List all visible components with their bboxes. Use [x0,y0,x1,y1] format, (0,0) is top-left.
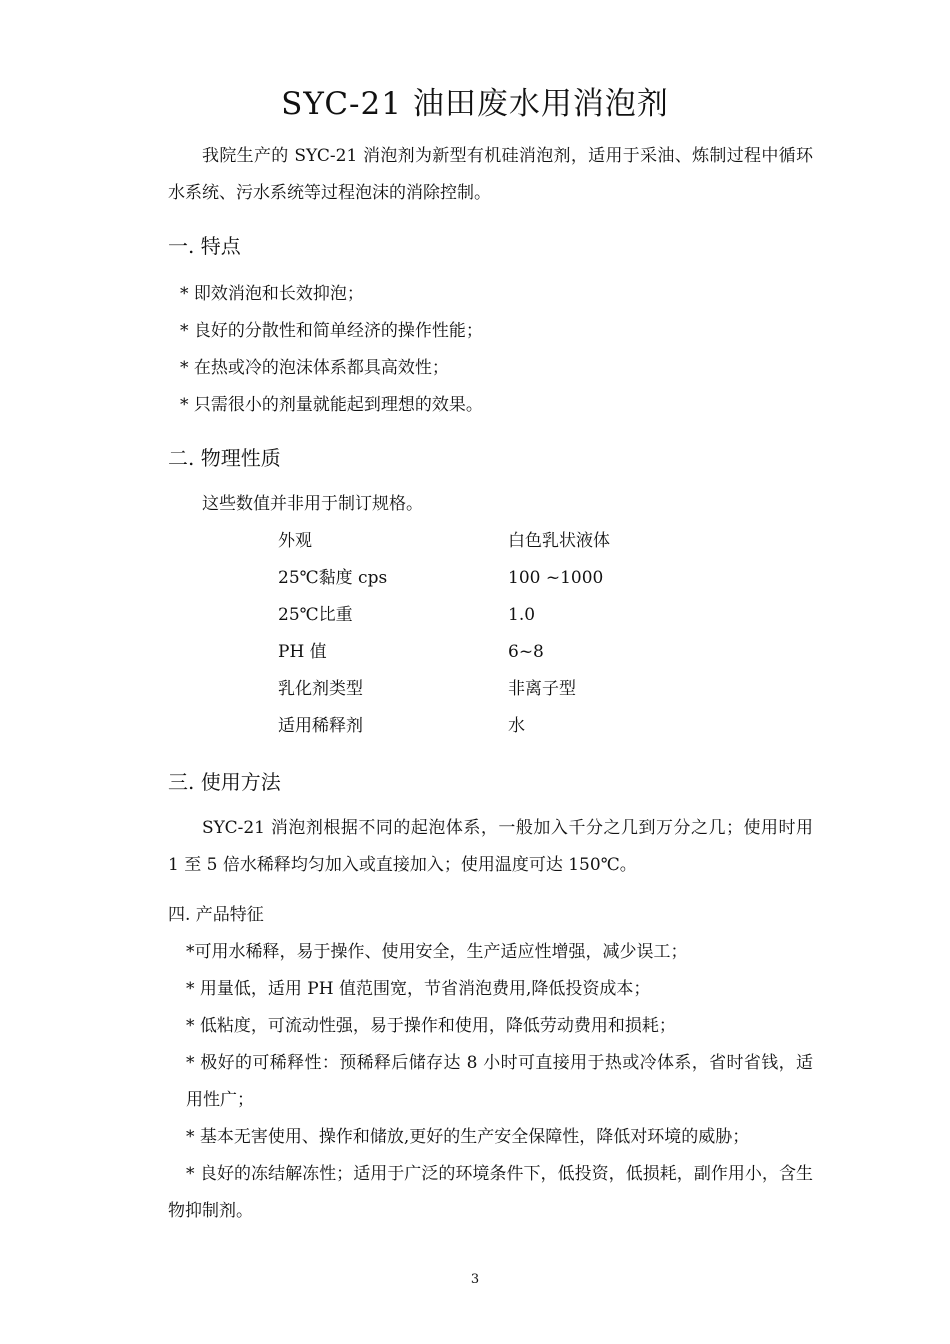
property-row [278,671,610,708]
product-feature-item: * 基本无害使用、操作和储放,更好的生产安全保障性，降低对环境的威胁； [186,1127,750,1147]
feature-item: * 良好的分散性和简单经济的操作性能； [180,321,483,341]
features-heading: 一. 特点 [168,234,241,258]
property-key: 适用稀释剂 [278,716,363,736]
product-feature-item: * 低粘度，可流动性强，易于操作和使用，降低劳动费用和损耗； [186,1016,676,1036]
product-feature-item: * 极好的可稀释性：预稀释后储存达 8 小时可直接用于热或冷体系，省时省钱，适用性广； [186,1053,813,1110]
feature-item: * 在热或冷的泡沫体系都具高效性； [180,358,449,378]
property-value: 白色乳状液体 [508,531,610,551]
property-key: 外观 [278,531,312,551]
properties-table [278,523,610,745]
product-heading: 四. 产品特征 [168,905,264,925]
property-row [278,523,610,560]
property-row [278,634,610,671]
physical-heading: 二. 物理性质 [168,446,281,470]
product-feature-item: * 良好的冻结解冻性；适用于广泛的环境条件下，低投资，低损耗，副作用小，含生物抑制剂。 [168,1164,813,1221]
page-number: 3 [470,1272,480,1287]
property-value: 1.0 [508,605,536,625]
property-key: 乳化剂类型 [278,679,363,699]
property-key: 25℃黏度 cps [278,568,388,588]
product-feature-item: * 用量低，适用 PH 值范围宽，节省消泡费用,降低投资成本； [186,979,651,999]
property-key: 25℃比重 [278,605,353,625]
property-key: PH 值 [278,642,327,662]
property-row [278,560,610,597]
usage-heading: 三. 使用方法 [168,770,281,794]
intro-paragraph: 我院生产的 SYC-21 消泡剂为新型有机硅消泡剂，适用于采油、炼制过程中循环水系统、污水系统等过程泡沫的消除控制。 [168,146,813,203]
property-value: 水 [508,716,525,736]
document-title: SYC-21 油田废水用消泡剂 [281,86,669,122]
property-value: 非离子型 [508,679,576,699]
feature-item: * 只需很小的剂量就能起到理想的效果。 [180,395,483,415]
property-value: 100 ~1000 [508,568,604,588]
usage-paragraph: SYC-21 消泡剂根据不同的起泡体系，一般加入千分之几到万分之几；使用时用 1 至 5 倍水稀释均匀加入或直接加入；使用温度可达 150℃。 [168,818,813,875]
property-row [278,597,610,634]
property-row [278,708,610,745]
physical-note: 这些数值并非用于制订规格。 [202,494,423,514]
feature-item: * 即效消泡和长效抑泡； [180,284,364,304]
product-feature-item: *可用水稀释，易于操作、使用安全，生产适应性增强，减少误工； [186,942,688,962]
property-value: 6~8 [508,642,544,662]
